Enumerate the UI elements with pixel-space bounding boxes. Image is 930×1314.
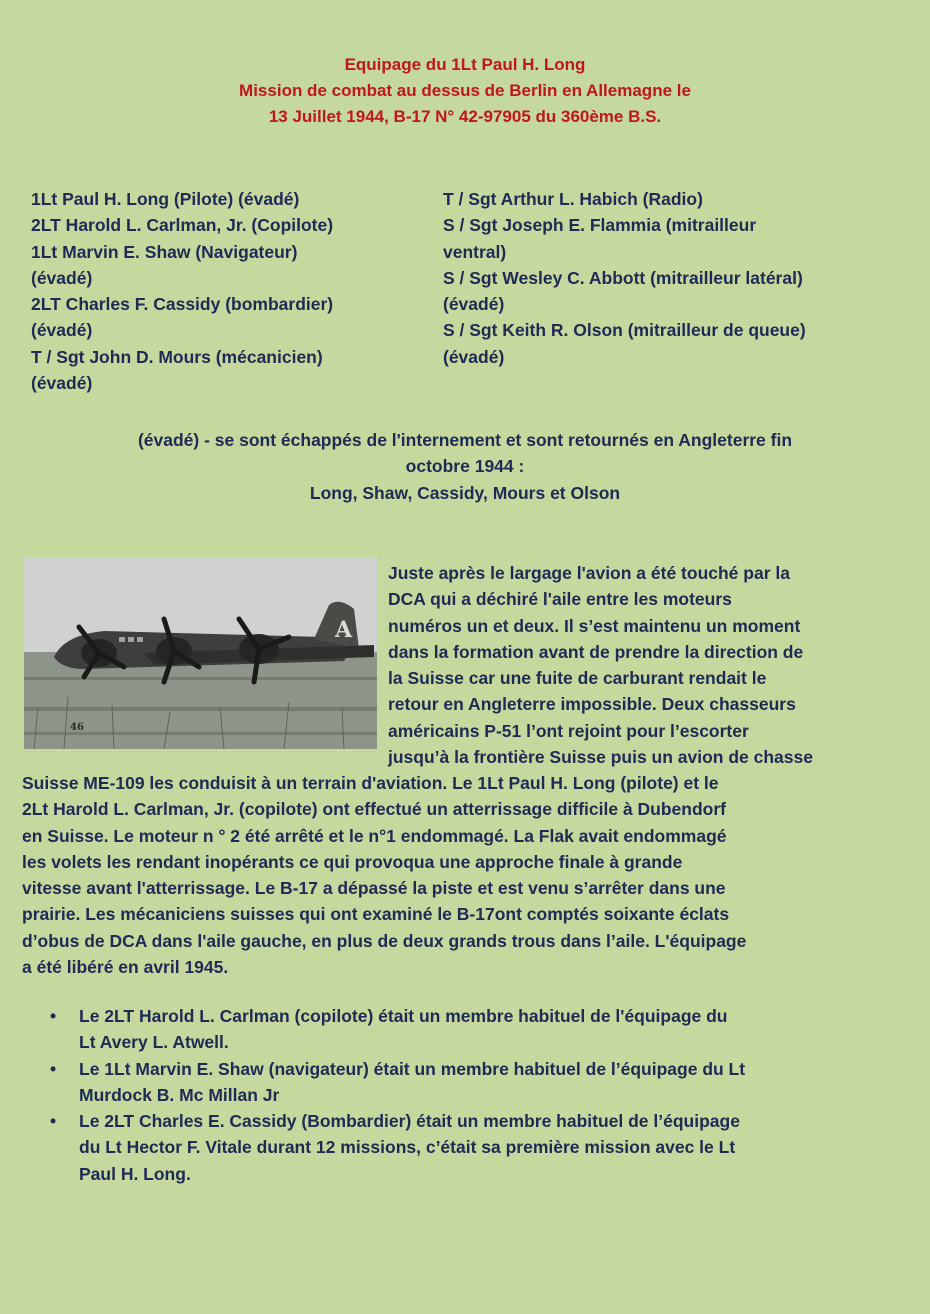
crew-line: 2LT Harold L. Carlman, Jr. (Copilote) — [31, 215, 334, 236]
list-item-line: Le 1Lt Marvin E. Shaw (navigateur) était un membre habituel de l’équipage du Lt — [79, 1058, 746, 1079]
list-item — [50, 1056, 910, 1109]
tail-marking: A — [335, 617, 353, 643]
escape-line: (évadé) - se sont échappés de l'internement et sont retournés en Angleterre fin — [137, 430, 793, 450]
crew-line: S / Sgt Joseph E. Flammia (mitrailleur — [443, 215, 757, 236]
crew-line: S / Sgt Keith R. Olson (mitrailleur de queue) — [443, 320, 806, 341]
crew-line: 2LT Charles F. Cassidy (bombardier) — [31, 294, 334, 315]
story-line: jusqu’à la frontière Suisse puis un avion de chasse — [388, 747, 813, 768]
story-paragraph-full — [22, 770, 746, 980]
crew-line: T / Sgt Arthur L. Habich (Radio) — [443, 189, 703, 209]
crew-line: (évadé) — [443, 346, 505, 367]
story-line: 2Lt Harold L. Carlman, Jr. (copilote) ont effectué un atterrissage difficile à Dubendorf — [22, 799, 726, 820]
crew-list-left — [31, 186, 426, 396]
story-line: américains P-51 l’ont rejoint pour l’escorter — [388, 720, 749, 741]
list-item-line: Murdock B. Mc Millan Jr — [79, 1084, 280, 1105]
crew-line: ventral) — [443, 241, 507, 262]
crew-line: (évadé) — [31, 320, 93, 341]
story-line: dans la formation avant de prendre la direction de — [388, 641, 804, 662]
crew-list-right — [443, 186, 913, 370]
photo-number: 46 — [70, 722, 84, 733]
bullet-icon: • — [50, 1111, 57, 1132]
story-line: la Suisse car une fuite de carburant rendait le — [388, 668, 767, 689]
story-line: vitesse avant l'atterrissage. Le B-17 a dépassé la piste et est venu s’arrêter dans une — [22, 878, 726, 899]
story-line: Suisse ME-109 les conduisit à un terrain d'aviation. Le 1Lt Paul H. Long (pilote) et le — [22, 773, 719, 793]
b17-photo — [24, 557, 377, 749]
escape-note — [0, 427, 930, 506]
header-date-aircraft: 13 Juillet 1944, B-17 N° 42-97905 du 360ème B.S. — [268, 107, 662, 126]
list-item-line: Lt Avery L. Atwell. — [79, 1032, 229, 1053]
list-item-line: Le 2LT Charles E. Cassidy (Bombardier) était un membre habituel de l’équipage — [79, 1111, 740, 1132]
crew-line: 1Lt Marvin E. Shaw (Navigateur) — [31, 241, 298, 262]
header-mission: Mission de combat au dessus de Berlin en Allemagne le — [239, 81, 691, 100]
crew-line: T / Sgt John D. Mours (mécanicien) — [31, 346, 323, 367]
story-line: a été libéré en avril 1945. — [22, 957, 229, 978]
list-item-line: Le 2LT Harold L. Carlman (copilote) était un membre habituel de l'équipage du — [79, 1006, 728, 1026]
notes-bullet-list — [50, 1003, 910, 1187]
escape-names: Long, Shaw, Cassidy, Mours et Olson — [309, 482, 621, 503]
story-paragraph-wrapped — [388, 560, 813, 770]
crew-line: (évadé) — [31, 373, 93, 394]
b17-aircraft-illustration — [24, 557, 377, 749]
story-line: retour en Angleterre impossible. Deux chasseurs — [388, 694, 796, 715]
escape-line: octobre 1944 : — [405, 456, 525, 477]
crew-line: 1Lt Paul H. Long (Pilote) (évadé) — [31, 189, 300, 209]
list-item — [50, 1108, 910, 1187]
bullet-icon: • — [50, 1006, 57, 1026]
story-line: d’obus de DCA dans l'aile gauche, en plus de deux grands trous dans l’aile. L'équipage — [22, 930, 747, 951]
document-header — [0, 52, 930, 130]
crew-line: S / Sgt Wesley C. Abbott (mitrailleur latéral) — [443, 267, 803, 288]
header-title: Equipage du 1Lt Paul H. Long — [344, 55, 586, 74]
crew-line: (évadé) — [31, 267, 93, 288]
story-line: Juste après le largage l'avion a été touché par la — [388, 563, 790, 583]
list-item — [50, 1003, 910, 1056]
list-item-line: du Lt Hector F. Vitale durant 12 missions, c’était sa première mission avec le Lt — [79, 1137, 736, 1158]
story-line: numéros un et deux. Il s’est maintenu un moment — [388, 615, 801, 636]
crew-line: (évadé) — [443, 294, 505, 315]
bullet-icon: • — [50, 1058, 57, 1079]
story-line: en Suisse. Le moteur n ° 2 été arrêté et le n°1 endommagé. La Flak avait endommagé — [22, 825, 727, 846]
story-line: les volets les rendant inopérants ce qui provoqua une approche finale à grande — [22, 851, 683, 872]
story-line: DCA qui a déchiré l'aile entre les moteurs — [388, 589, 732, 610]
story-line: prairie. Les mécaniciens suisses qui ont examiné le B-17ont comptés soixante éclats — [22, 904, 730, 925]
list-item-line: Paul H. Long. — [79, 1163, 191, 1184]
